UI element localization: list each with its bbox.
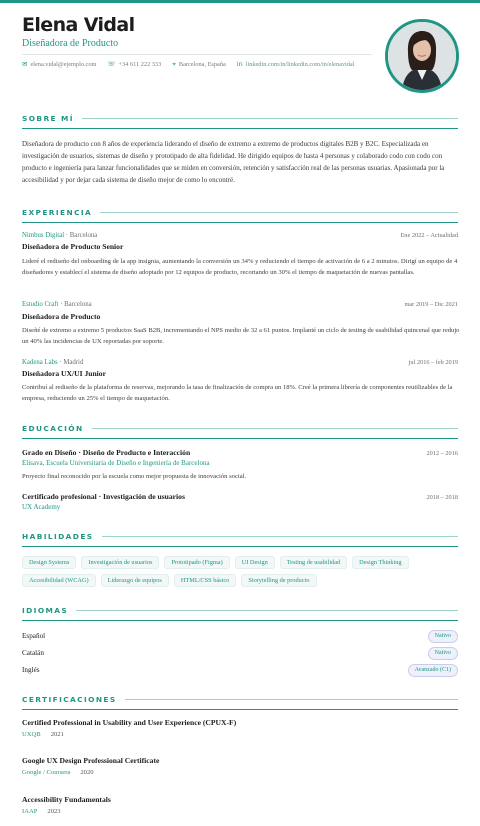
section-education-title: EDUCACIÓN: [22, 424, 84, 433]
language-name: Inglés: [22, 666, 40, 674]
section-skills-rule: [22, 546, 458, 547]
job-header: [22, 301, 458, 308]
certification-issuer: UXQB: [22, 731, 41, 738]
skill-tag: Design Systems: [22, 556, 76, 569]
language-name: Español: [22, 632, 46, 640]
education-institution: Elisava, Escuela Universitaria de Diseño e Ingeniería de Barcelona: [22, 459, 210, 467]
section-education-header: [22, 424, 458, 433]
skill-tag: Storytelling de producto: [241, 574, 316, 587]
section-experience-rule: [22, 222, 458, 223]
job-header: [22, 232, 458, 239]
job-company: Kadena Labs: [22, 359, 58, 366]
section-languages-title: IDIOMAS: [22, 606, 69, 615]
section-skills-title: HABILIDADES: [22, 532, 94, 541]
language-level-badge: Nativo: [428, 630, 458, 643]
candidate-name: Elena Vidal: [22, 14, 135, 36]
contact-location-text: Barcelona, España: [178, 60, 226, 68]
language-level-badge: Nativo: [428, 647, 458, 660]
top-accent-bar: [0, 0, 480, 3]
location-icon: ⌖: [172, 59, 176, 68]
education-dates: 2018 – 2018: [426, 494, 458, 501]
job-dates: mar 2019 – Dic 2021: [404, 301, 458, 308]
section-certifications-header: [22, 695, 458, 704]
contact-phone-text: +34 611 222 333: [118, 60, 162, 68]
certification-year: 2020: [80, 769, 94, 776]
contact-email[interactable]: [22, 60, 96, 68]
skill-tag: Prototipado (Figma): [164, 556, 229, 569]
education-institution: UX Academy: [22, 503, 61, 511]
section-certifications-title: CERTIFICACIONES: [22, 695, 117, 704]
section-experience-title: EXPERIENCIA: [22, 208, 93, 217]
section-about-title: SOBRE MÍ: [22, 114, 74, 123]
job-company: Nimbus Digital: [22, 232, 65, 239]
job-location: · Barcelona: [58, 301, 92, 308]
skill-tag: Design Thinking: [352, 556, 408, 569]
job-location: · Madrid: [57, 359, 84, 366]
job-header: [22, 359, 458, 366]
phone-icon: ☏: [107, 60, 116, 68]
education-dates: 2012 – 2016: [426, 450, 458, 457]
language-row: [22, 663, 458, 677]
skills-list: [22, 556, 462, 592]
portrait-illustration: [388, 22, 456, 90]
job-dates: jul 2016 – feb 2019: [408, 359, 458, 366]
skill-tag: Liderazgo de equipos: [101, 574, 169, 587]
skill-tag: Testing de usabilidad: [280, 556, 347, 569]
job-location: · Barcelona: [64, 232, 98, 239]
certification-issuer: Google / Coursera: [22, 769, 71, 776]
profile-photo: [385, 19, 459, 93]
section-languages-header: [22, 606, 458, 615]
job-description: Lideré el rediseño del onboarding de la app insignia, aumentando la conversión un 34% y reduciendo el tiempo de activación de 6 a 2 minutos. Dirigí un equipo de 4 diseñadores y establecí el sistema de diseño adoptado por 12 equipos de producto, recortando un 30% el tiempo de maquetación de nuevas pantallas.: [22, 258, 458, 277]
language-name: Catalán: [22, 649, 44, 657]
section-experience-header: [22, 208, 458, 217]
education-degree: Grado en Diseño · Diseño de Producto e Interacción: [22, 448, 191, 457]
mail-icon: ✉: [22, 60, 28, 68]
contact-bar: [22, 58, 365, 70]
certification-year: 2023: [47, 808, 61, 815]
skill-tag: Accesibilidad (WCAG): [22, 574, 96, 587]
section-skills-header: [22, 532, 458, 541]
certification-issuer: IAAP: [22, 808, 38, 815]
certification-meta: [22, 808, 61, 815]
contact-phone[interactable]: [107, 60, 161, 68]
language-row: [22, 629, 458, 643]
job-role: Diseñadora UX/UI Junior: [22, 369, 106, 378]
section-languages-rule: [22, 620, 458, 621]
skill-tag: HTML/CSS básico: [174, 574, 236, 587]
section-about-rule: [22, 128, 458, 129]
contact-linkedin[interactable]: [237, 60, 355, 68]
certification-name: Google UX Design Professional Certificate: [22, 756, 160, 765]
job-company: Estudio Craft: [22, 301, 59, 308]
certification-meta: [22, 731, 64, 738]
contact-email-text: elena.vidal@ejemplo.com: [30, 60, 97, 68]
language-row: [22, 646, 458, 660]
certification-year: 2021: [50, 731, 64, 738]
education-degree: Certificado profesional · Investigación de usuarios: [22, 492, 185, 501]
certification-meta: [22, 769, 94, 776]
skill-tag: Investigación de usuarios: [81, 556, 159, 569]
about-text: Diseñadora de producto con 8 años de experiencia liderando el diseño de extremo a extremo de productos digitales B2B y B2C. Especializada en investigación de usuarios, sistemas de diseño y prototipado de alta fidelidad. He dirigido equipos de hasta 4 personas y colaborado codo con codo con producto e ingeniería para lanzar funcionalidades que se miden en conversión, retención y satisfacción real de las personas usuarias. Apasionada por la accesibilidad y por dejar cada sistema de diseño mejor de como lo encontré.: [22, 140, 445, 184]
certification-name: Accessibility Fundamentals: [22, 795, 111, 804]
section-education-rule: [22, 438, 458, 439]
certification-name: Certified Professional in Usability and User Experience (CPUX-F): [22, 718, 237, 727]
candidate-role: Diseñadora de Producto: [22, 38, 119, 49]
job-dates: Ene 2022 – Actualidad: [400, 232, 458, 239]
contact-location: [172, 60, 226, 69]
skill-tag: UI Design: [235, 556, 275, 569]
education-note: Proyecto final reconocido por la escuela como mejor propuesta de innovación social.: [22, 473, 247, 480]
language-level-badge: Avanzado (C1): [408, 664, 458, 677]
contact-divider: [22, 54, 372, 55]
linkedin-icon: in: [236, 60, 243, 68]
contact-linkedin-text[interactable]: linkedin.com/in/linkedin.com/in/elenavidal: [245, 60, 355, 68]
job-description: Contribuí al rediseño de la plataforma de reservas, mejorando la tasa de finalización de compra un 18%. Creé la primera librería de componentes reutilizables de la empresa, reduciendo un 25% el tiempo de maquetación.: [22, 384, 453, 403]
section-about-header: [22, 114, 458, 123]
job-description: Diseñé de extremo a extremo 5 productos SaaS B2B, incrementando el NPS medio de 32 a 61 puntos. Implanté un ciclo de testing de usabilidad quincenal que redujo un 40% las incidencias de UX reportadas por soporte.: [22, 327, 460, 346]
job-role: Diseñadora de Producto: [22, 312, 101, 321]
job-role: Diseñadora de Producto Senior: [22, 242, 124, 251]
section-certifications-rule: [22, 709, 458, 710]
